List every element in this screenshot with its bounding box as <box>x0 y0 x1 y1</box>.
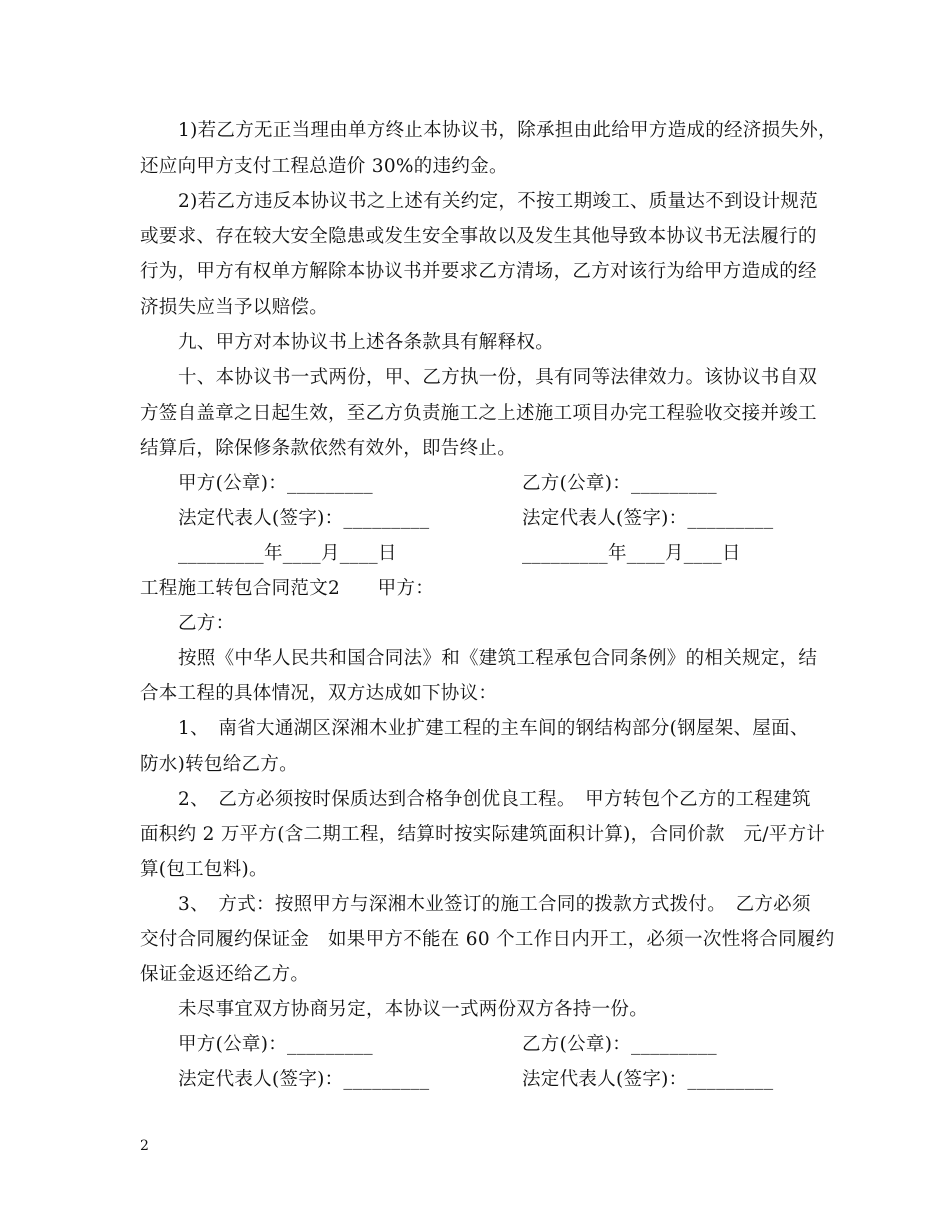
para1-line1: 1)若乙方无正当理由单方终止本协议书，除承担由此给甲方造成的经济损失外， <box>178 120 837 141</box>
sign1-party-a-seal: 甲方(公章)：_________ <box>178 473 373 494</box>
item3-line1: 3、 方式：按照甲方与深湘木业签订的施工合同的拨款方式拨付。 乙方必须 <box>178 894 811 915</box>
item1-line2: 防水)转包给乙方。 <box>140 754 298 775</box>
sign2-party-b-rep: 法定代表人(签字)：_________ <box>522 1069 774 1090</box>
closing-line: 未尽事宜双方协商另定，本协议一式两份双方各持一份。 <box>178 999 649 1020</box>
contract2-heading: 工程施工转包合同范文2 甲方： <box>140 578 435 599</box>
sign2-party-b-seal: 乙方(公章)：_________ <box>522 1034 717 1055</box>
para2-line4: 济损失应当予以赔偿。 <box>140 297 329 318</box>
item1-line1: 1、 南省大通湖区深湘木业扩建工程的主车间的钢结构部分(钢屋架、屋面、 <box>178 718 809 739</box>
intro-line2: 合本工程的具体情况，双方达成如下协议： <box>140 683 498 704</box>
para1-line2: 还应向甲方支付工程总造价 30%的违约金。 <box>140 156 508 177</box>
sign2-party-a-rep: 法定代表人(签字)：_________ <box>178 1069 430 1090</box>
item2-line2: 面积约 2 万平方(含二期工程，结算时按实际建筑面积计算)，合同价款 元/平方计 <box>140 824 826 845</box>
party-b-label: 乙方： <box>178 613 235 634</box>
clause10-line3: 结算后，除保修条款依然有效外，即告终止。 <box>140 438 517 459</box>
clause-9: 九、甲方对本协议书上述各条款具有解释权。 <box>178 332 555 353</box>
item3-line3: 保证金返还给乙方。 <box>140 964 310 985</box>
item2-line1: 2、 乙方必须按时保质达到合格争创优良工程。 甲方转包个乙方的工程建筑 <box>178 789 811 810</box>
clause10-line2: 方签自盖章之日起生效，至乙方负责施工之上述施工项目办完工程验收交接并竣工 <box>140 403 817 424</box>
item2-line3: 算(包工包料)。 <box>140 859 268 880</box>
para2-line1: 2)若乙方违反本协议书之上述有关约定，不按工期竣工、质量达不到设计规范 <box>178 191 818 212</box>
page-number: 2 <box>140 1138 149 1154</box>
clause10-line1: 十、本协议书一式两份，甲、乙方执一份，具有同等法律效力。该协议书自双 <box>178 367 818 388</box>
sign1-party-a-rep: 法定代表人(签字)：_________ <box>178 508 430 529</box>
sign2-party-a-seal: 甲方(公章)：_________ <box>178 1034 373 1055</box>
item3-line2: 交付合同履约保证金 如果甲方不能在 60 个工作日内开工，必须一次性将合同履约 <box>140 929 835 950</box>
sign1-party-b-rep: 法定代表人(签字)：_________ <box>522 508 774 529</box>
sign1-party-b-seal: 乙方(公章)：_________ <box>522 473 717 494</box>
intro-line1: 按照《中华人民共和国合同法》和《建筑工程承包合同条例》的相关规定，结 <box>178 648 818 669</box>
para2-line2: 或要求、存在较大安全隐患或发生安全事故以及发生其他导致本协议书无法履行的 <box>140 226 817 247</box>
sign1-party-b-date: _________年____月____日 <box>522 543 741 564</box>
para2-line3: 行为，甲方有权单方解除本协议书并要求乙方清场，乙方对该行为给甲方造成的经 <box>140 261 817 282</box>
sign1-party-a-date: _________年____月____日 <box>178 543 397 564</box>
